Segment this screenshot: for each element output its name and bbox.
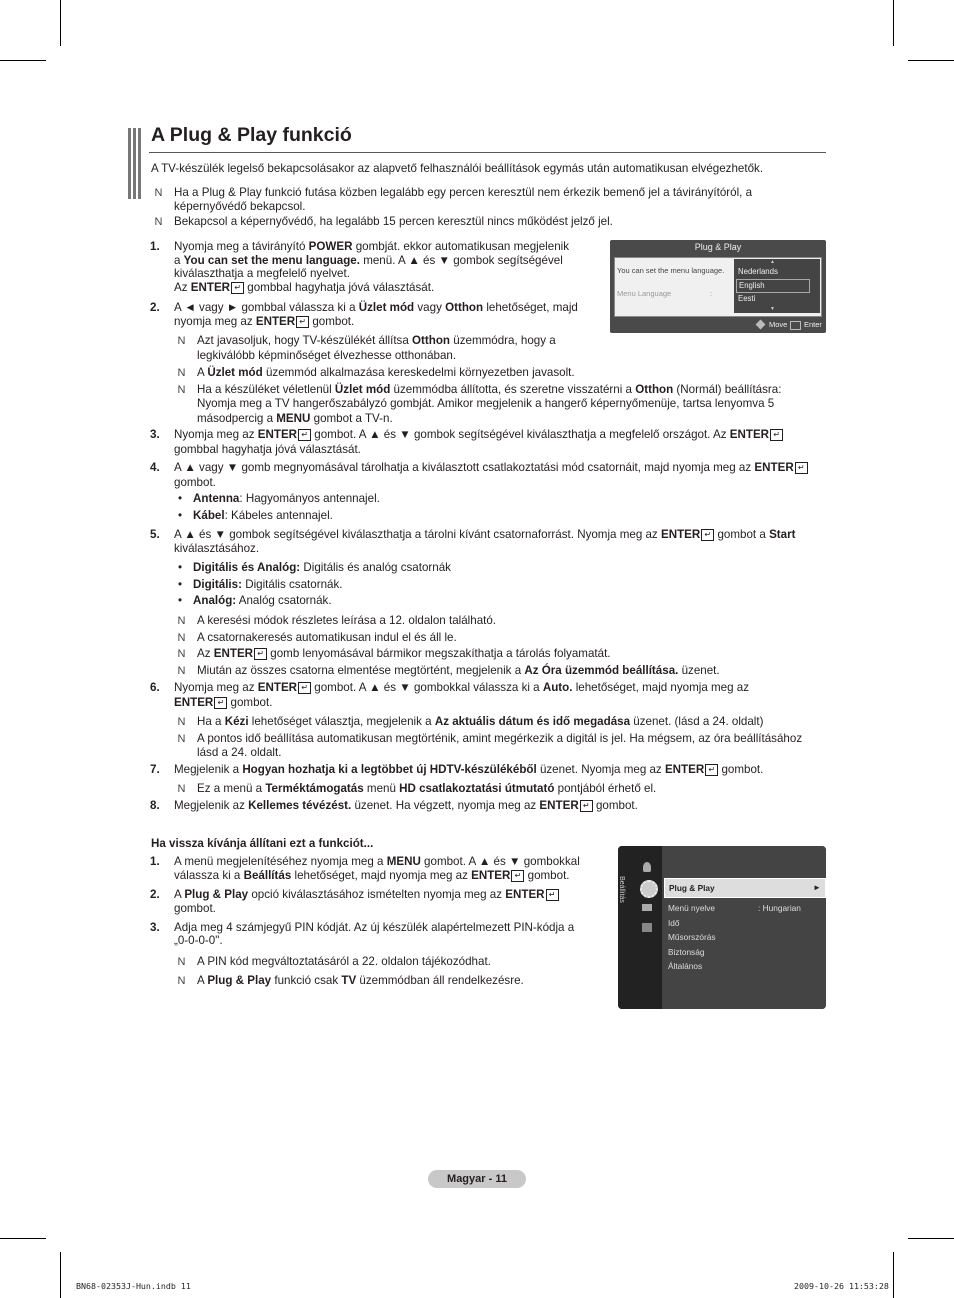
step5-note: Miután az összes csatorna elmentése megtörtént, megjelenik a Az Óra üzemmód beállítása. üzenet. — [197, 664, 720, 677]
note-icon: N — [177, 648, 186, 660]
reset-line: gombot. — [174, 902, 216, 915]
osd-footer — [610, 317, 826, 333]
menu-item[interactable]: Idő — [668, 918, 680, 928]
step-number: 2. — [150, 888, 160, 901]
step5-bullet: Analóg: Analóg csatornák. — [193, 594, 332, 607]
enter-icon: ↵ — [231, 282, 244, 294]
step-number: 4. — [150, 461, 160, 474]
up-icon: ▲ — [478, 855, 491, 868]
step2-note: Azt javasoljuk, hogy TV-készülékét állítsa Otthon üzemmódra, hogy a — [197, 334, 556, 347]
menu-item-selected[interactable] — [664, 878, 826, 898]
bullet: • — [178, 578, 183, 591]
step5-note: A csatornakeresés automatikusan indul el és áll le. — [197, 631, 457, 644]
step-number: 3. — [150, 428, 160, 441]
note-text: Bekapcsol a képernyővédő, ha legalább 15 percen keresztül nincs működést jelző jel. — [174, 215, 613, 228]
step8-line: Megjelenik az Kellemes tévézést. üzenet. Ha végzett, nyomja meg az ENTER ↵ gombot. — [174, 799, 638, 812]
menu-item-language[interactable]: Menü nyelve — [668, 903, 716, 913]
down-icon: ▼ — [438, 254, 450, 267]
step5-note: Az ENTER ↵ gomb lenyomásával bármikor megszakíthatja a tárolás folyamatát. — [197, 647, 611, 660]
down-arrow-icon: ▼ — [770, 306, 775, 312]
move-label: Move — [769, 320, 788, 329]
menu-item-language-value: : Hungarian — [758, 903, 801, 913]
step1-line: kiválaszthatja a megfelelő nyelvet. — [174, 267, 350, 280]
footer-file-info: BN68-02353J-Hun.indb 11 — [76, 1281, 191, 1291]
step6-line: Nyomja meg az ENTER ↵ gombot. A ▲ és ▼ gombokkal válassza ki a Auto. lehetőséget, majd nyomja meg az — [174, 681, 750, 694]
step-number: 7. — [150, 763, 160, 776]
bullet: • — [178, 561, 183, 574]
note-text: képernyővédő bekapcsol. — [174, 200, 306, 213]
down-icon: ▼ — [226, 461, 239, 474]
footer-timestamp: 2009-10-26 11:53:28 — [794, 1281, 889, 1291]
note-icon: N — [177, 615, 186, 627]
step4-line: gombot. — [174, 476, 216, 489]
step2-note: A Üzlet mód üzemmód alkalmazása kereskedelmi környezetben javasolt. — [197, 366, 575, 379]
step2-note: Ha a készüléket véletlenül Üzlet mód üzemmódba állította, és szeretne visszatérni a Otthon (Normál) beállításra: — [197, 383, 782, 396]
language-option[interactable]: Eesti — [738, 294, 756, 303]
title-rule — [149, 152, 826, 153]
step2-line: nyomja meg az ENTER ↵ gombot. — [174, 315, 355, 328]
step2-line: A ◄ vagy ► gombbal válassza ki a Üzlet mód vagy Otthon lehetőséget, majd — [174, 301, 578, 314]
up-icon: ▲ — [184, 461, 196, 474]
osd-menu-language-label: Menu Language — [617, 289, 672, 298]
osd-prompt: You can set the menu language. — [617, 266, 725, 275]
reset-heading: Ha vissza kívánja állítani ezt a funkciót... — [151, 837, 374, 850]
down-icon: ▼ — [509, 855, 521, 868]
enter-icon: ↵ — [298, 682, 311, 694]
page-title: A Plug & Play funkció — [151, 124, 352, 146]
step4-bullet: Kábel: Kábeles antennajel. — [193, 509, 333, 522]
step2-note: Nyomja meg a TV hangerőszabályzó gombját. Amikor megjelenik a hangerő képernyőmenüje, tartsa lenyomva 5 — [197, 397, 775, 410]
language-option-selected[interactable]: English — [736, 279, 810, 293]
enter-icon: ↵ — [511, 870, 524, 882]
crop-mark — [0, 60, 46, 61]
enter-icon: ↵ — [296, 316, 309, 328]
note-icon: N — [177, 956, 186, 968]
step7-note: Ez a menü a Terméktámogatás menü HD csatlakoztatási útmutató pontjából érhető el. — [197, 782, 657, 795]
step2-note: legkiválóbb képminőséget élvezhesse otthonában. — [197, 349, 457, 362]
osd-panel — [614, 257, 822, 317]
step4-line: A ▲ vagy ▼ gomb megnyomásával tárolhatja a kiválasztott csatlakoztatási mód csatornáit, majd nyomja meg az ENTER ↵ — [174, 461, 808, 475]
note-icon: N — [177, 716, 186, 728]
down-icon: ▼ — [399, 681, 411, 694]
step6-line: ENTER ↵ gombot. — [174, 696, 273, 709]
bullet: • — [178, 594, 183, 607]
step-number: 8. — [150, 799, 160, 812]
page-number-badge: Magyar - 11 — [428, 1170, 526, 1188]
step7-line: Megjelenik a Hogyan hozhatja ki a legtöbbet új HDTV-készülékéből üzenet. Nyomja meg az ENTER ↵ gombot. — [174, 763, 764, 776]
bullet: • — [178, 492, 183, 505]
step3-line: Nyomja meg az ENTER ↵ gombot. A ▲ és ▼ gombok segítségével kiválaszthatja a megfelelő országot. Az ENTER ↵ — [174, 428, 783, 442]
step5-bullet: Digitális és Analóg: Digitális és analóg csatornák — [193, 561, 451, 574]
reset-line: „0-0-0-0". — [174, 934, 223, 947]
note-icon: N — [177, 384, 186, 396]
step1-line: Nyomja meg a távirányító POWER gombját. ekkor automatikusan megjelenik — [174, 240, 570, 253]
reset-note: A Plug & Play funkció csak TV üzemmódban áll rendelkezésre. — [197, 974, 524, 987]
down-icon: ▼ — [399, 428, 411, 441]
menu-item[interactable]: Műsorszórás — [668, 932, 716, 942]
step5-line: A ▲ és ▼ gombok segítségével kiválaszthatja a tárolni kívánt csatornaforrást. Nyomja meg az ENTER ↵ gombot a Start — [174, 528, 796, 541]
right-icon: ► — [226, 301, 239, 314]
menu-item[interactable]: Általános — [668, 961, 703, 971]
osd-colon: : — [710, 289, 713, 298]
step6-note: Ha a Kézi lehetőséget választja, megjelenik a Az aktuális dátum és idő megadása üzenet. (lásd a 24. oldalt) — [197, 715, 764, 728]
move-icon — [756, 320, 766, 330]
crop-mark — [0, 1238, 46, 1239]
crop-mark — [893, 1252, 894, 1298]
menu-main — [662, 846, 826, 1009]
note-icon: N — [177, 783, 186, 795]
step6-note: A pontos idő beállítása automatikusan megtörténik, amint megérkezik a digitál is jel. Ha mégsem, az óra beállításához — [197, 732, 803, 745]
enter-icon: ↵ — [770, 429, 783, 441]
note-icon: N — [177, 632, 186, 644]
crop-mark — [908, 60, 954, 61]
left-icon: ◄ — [184, 301, 196, 314]
enter-label: Enter — [804, 320, 822, 329]
enter-icon: ↵ — [795, 462, 808, 474]
crop-mark — [60, 0, 61, 46]
up-icon: ▲ — [369, 681, 381, 694]
note-icon: N — [154, 216, 163, 228]
step-number: 3. — [150, 921, 160, 934]
step-number: 5. — [150, 528, 160, 541]
menu-item[interactable]: Biztonság — [668, 947, 705, 957]
crop-mark — [908, 1238, 954, 1239]
picture-icon[interactable] — [643, 862, 651, 872]
reset-note: A PIN kód megváltoztatásáról a 22. oldalon tájékozódhat. — [197, 955, 491, 968]
up-arrow-icon: ▲ — [770, 259, 775, 265]
enter-icon: ↵ — [580, 800, 593, 812]
step4-bullet: Antenna: Hagyományos antennajel. — [193, 492, 380, 505]
note-icon: N — [177, 665, 186, 677]
step5-line: kiválasztásához. — [174, 542, 260, 555]
setup-menu-osd — [618, 846, 826, 1009]
down-icon: ▼ — [214, 528, 226, 541]
intro-text: A TV-készülék legelső bekapcsolásakor az alapvető felhasználói beállítások egymás után automatikusan elvégezhetők. — [151, 162, 764, 175]
enter-icon: ↵ — [701, 529, 714, 541]
osd-header: Plug & Play — [694, 242, 742, 252]
step5-note: A keresési módok részletes leírása a 12. oldalon található. — [197, 614, 497, 627]
reset-line: A Plug & Play opció kiválasztásához ismételten nyomja meg az ENTER ↵ — [174, 888, 559, 902]
enter-icon: ↵ — [254, 648, 267, 660]
input-icon[interactable] — [642, 904, 652, 911]
note-text: Ha a Plug & Play funkció futása közben legalább egy percen keresztül nem érkezik bemenő jel a távirányítóról, a — [174, 186, 753, 199]
enter-icon: ↵ — [214, 697, 227, 709]
crop-mark — [60, 1252, 61, 1298]
step5-bullet: Digitális: Digitális csatornák. — [193, 578, 343, 591]
note-icon: N — [177, 335, 186, 347]
note-icon: N — [154, 187, 163, 199]
note-icon: N — [177, 733, 186, 745]
step2-note: másodpercig a MENU gombot a TV-n. — [197, 412, 393, 425]
step-number: 2. — [150, 301, 160, 314]
step6-note: lásd a 24. oldalt. — [197, 746, 282, 759]
reset-line: válassza ki a Beállítás lehetőséget, majd nyomja meg az ENTER ↵ gombot. — [174, 869, 570, 882]
crop-mark — [893, 0, 894, 46]
menu-sidebar — [618, 846, 662, 1009]
step-number: 1. — [150, 240, 160, 253]
reset-line: A menü megjelenítéséhez nyomja meg a MENU gombot. A ▲ és ▼ gombokkal — [174, 855, 580, 868]
language-list[interactable] — [734, 259, 820, 313]
support-icon[interactable] — [642, 923, 652, 932]
plug-and-play-osd — [610, 240, 826, 333]
language-option[interactable]: Nederlands — [738, 267, 778, 276]
enter-icon: ↵ — [546, 889, 559, 901]
note-icon: N — [177, 367, 186, 379]
up-icon: ▲ — [369, 428, 381, 441]
step1-line: a You can set the menu language. menü. A ▲ és ▼ gombok segítségével — [174, 254, 563, 267]
enter-icon — [790, 321, 801, 330]
bullet: • — [178, 509, 183, 522]
enter-icon: ↵ — [298, 429, 311, 441]
up-icon: ▲ — [408, 254, 420, 267]
step-number: 1. — [150, 855, 160, 868]
sidebar-label: Beállítás — [618, 876, 625, 903]
menu-item-label: Plug & Play — [669, 883, 715, 893]
up-icon: ▲ — [184, 528, 196, 541]
chevron-right-icon: ► — [813, 883, 821, 892]
step1-line: Az ENTER ↵ gombbal hagyhatja jóvá választását. — [174, 281, 435, 294]
step3-line: gombbal hagyhatja jóvá választását. — [174, 443, 361, 456]
step-number: 6. — [150, 681, 160, 694]
note-icon: N — [177, 975, 186, 987]
reset-line: Adja meg 4 számjegyű PIN kódját. Az új készülék alapértelmezett PIN-kódja a — [174, 921, 575, 934]
setup-gear-icon[interactable] — [640, 880, 658, 898]
enter-icon: ↵ — [705, 764, 718, 776]
